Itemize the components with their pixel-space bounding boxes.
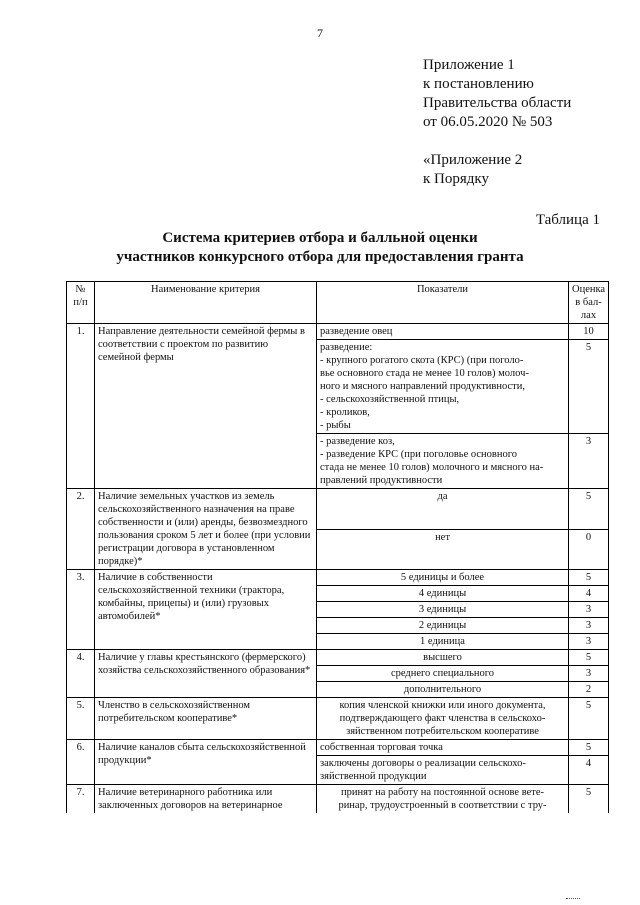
criterion-name: Членство в сельскохозяйственном потребительском кооперативе* <box>95 698 317 740</box>
criterion-name: Наличие ветеринарного работника или заключенных договоров на ветеринарное <box>95 785 317 814</box>
appendix-1-line: Приложение 1 <box>423 57 515 73</box>
indicator-cell <box>317 570 569 586</box>
criteria-body <box>67 324 609 814</box>
indicator-line: - рыбы <box>320 420 351 431</box>
score-cell: 3 <box>569 602 609 618</box>
criteria-table <box>66 281 609 813</box>
title-line: участников конкурсного отбора для предоставления гранта <box>116 249 524 265</box>
indicator-line: - разведение коз, <box>320 436 395 447</box>
indicator-cell <box>317 634 569 650</box>
header-num-line: № <box>75 284 86 295</box>
score-cell: 5 <box>569 650 609 666</box>
header-score-line: Оценка <box>572 284 606 295</box>
indicator-cell <box>317 602 569 618</box>
appendix-2-line: к Порядку <box>423 171 489 187</box>
indicator-line: - кроликов, <box>320 407 370 418</box>
indicator-cell <box>317 698 569 740</box>
appendix-1-block <box>423 56 571 132</box>
criterion-name: Направление деятельности семейной фермы в соответствии с проектом по развитию семейной фермы <box>95 324 317 489</box>
header-indicators: Показатели <box>317 282 569 324</box>
indicator-line: подтверждающего факт членства в сельскохо- <box>339 713 546 724</box>
appendix-1-line: от 06.05.2020 № 503 <box>423 114 553 130</box>
indicator-line: 3 единицы <box>418 604 467 615</box>
header-num <box>67 282 95 324</box>
score-cell: 5 <box>569 698 609 740</box>
score-cell: 4 <box>569 586 609 602</box>
score-cell: 5 <box>569 740 609 756</box>
indicator-line: да <box>437 491 448 502</box>
indicator-cell <box>317 324 569 340</box>
indicator-line: копия членской книжки или иного документа, <box>339 700 546 711</box>
indicator-cell <box>317 682 569 698</box>
criterion-name: Наличие каналов сбыта сельскохозяйственной продукции* <box>95 740 317 785</box>
indicator-cell <box>317 434 569 489</box>
indicator-line: ного и мясного направлений продуктивности, <box>320 381 525 392</box>
score-cell: 5 <box>569 489 609 530</box>
indicator-line: 4 единицы <box>418 588 467 599</box>
table-header-row <box>67 282 609 324</box>
indicator-line: нет <box>435 531 450 543</box>
score-cell: 2 <box>569 682 609 698</box>
score-cell: 5 <box>569 785 609 814</box>
score-cell: 10 <box>569 324 609 340</box>
indicator-line: ринар, трудоустроенный в соответствии с тру- <box>338 800 547 811</box>
indicator-line: среднего специального <box>390 668 495 679</box>
header-name: Наименование критерия <box>95 282 317 324</box>
indicator-line: 2 единицы <box>418 620 467 631</box>
criterion-number: 3. <box>67 570 95 650</box>
indicator-line: 1 единица <box>420 636 465 647</box>
table-row <box>67 650 609 666</box>
indicator-line: собственная торговая точка <box>320 742 443 753</box>
header-num-line: п/п <box>73 297 88 308</box>
indicator-cell <box>317 666 569 682</box>
scan-mark <box>566 898 580 901</box>
criterion-number: 4. <box>67 650 95 698</box>
indicator-cell <box>317 740 569 756</box>
header-score-line: в бал- <box>575 297 602 308</box>
criterion-number: 6. <box>67 740 95 785</box>
indicator-line: высшего <box>423 652 462 663</box>
appendix-1-line: к постановлению <box>423 76 534 92</box>
table-row <box>67 740 609 756</box>
criterion-name: Наличие земельных участков из земель сельскохозяйственного назначения на праве собственности и (или) аренды, безвозмездного пользования сроком 5 лет и более (при условии регистрации договора в установленном порядке)* <box>95 489 317 570</box>
indicator-line: зяйственном потребительском кооперативе <box>346 726 539 737</box>
criterion-name: Наличие у главы крестьянского (фермерского) хозяйства сельскохозяйственного образования* <box>95 650 317 698</box>
criterion-name: Наличие в собственности сельскохозяйственной техники (трактора, комбайны, прицепы) и (или) грузовых автомобилей* <box>95 570 317 650</box>
score-cell: 4 <box>569 756 609 785</box>
appendix-1-line: Правительства области <box>423 95 572 111</box>
score-cell: 3 <box>569 666 609 682</box>
indicator-line: разведение: <box>320 342 373 353</box>
indicator-cell <box>317 785 569 814</box>
appendix-2-block <box>423 151 522 189</box>
indicator-cell <box>317 489 569 530</box>
criterion-number: 7. <box>67 785 95 814</box>
indicator-cell <box>317 756 569 785</box>
indicator-line: принят на работу на постоянной основе вете- <box>340 787 545 798</box>
score-cell: 3 <box>569 434 609 489</box>
indicator-line: - крупного рогатого скота (КРС) (при поголо- <box>320 355 524 366</box>
indicator-cell <box>317 650 569 666</box>
appendix-2-line: «Приложение 2 <box>423 152 523 168</box>
indicator-line: заключены договоры о реализации сельскохо- <box>320 758 526 769</box>
criterion-number: 2. <box>67 489 95 570</box>
indicator-cell <box>317 529 569 570</box>
header-score <box>569 282 609 324</box>
table-row <box>67 785 609 814</box>
criterion-number: 5. <box>67 698 95 740</box>
score-cell: 5 <box>569 570 609 586</box>
indicator-line: правлений продуктивности <box>320 475 443 486</box>
page-number: 7 <box>317 26 323 40</box>
score-cell: 5 <box>569 340 609 434</box>
indicator-line: вье основного стада не менее 10 голов) молоч- <box>320 368 529 379</box>
score-cell: 0 <box>569 529 609 570</box>
indicator-line: - сельскохозяйственной птицы, <box>320 394 460 405</box>
indicator-cell <box>317 340 569 434</box>
indicator-line: дополнительного <box>403 684 482 695</box>
indicator-line: разведение овец <box>320 326 393 337</box>
indicator-line: - разведение КРС (при поголовье основного <box>320 449 518 460</box>
table-row <box>67 570 609 586</box>
title-line: Система критериев отбора и балльной оценки <box>162 230 478 246</box>
table-row <box>67 489 609 530</box>
criterion-number: 1. <box>67 324 95 489</box>
document-title <box>0 229 640 267</box>
header-score-line: лах <box>580 310 597 321</box>
table-label: Таблица 1 <box>535 212 600 228</box>
indicator-cell <box>317 586 569 602</box>
score-cell: 3 <box>569 634 609 650</box>
indicator-line: 5 единицы и более <box>400 572 485 583</box>
indicator-cell <box>317 618 569 634</box>
indicator-line: стада не менее 10 голов) молочного и мясного на- <box>320 462 544 473</box>
score-cell: 3 <box>569 618 609 634</box>
table-row <box>67 698 609 740</box>
indicator-line: зяйственной продукции <box>320 771 427 782</box>
table-row <box>67 324 609 340</box>
